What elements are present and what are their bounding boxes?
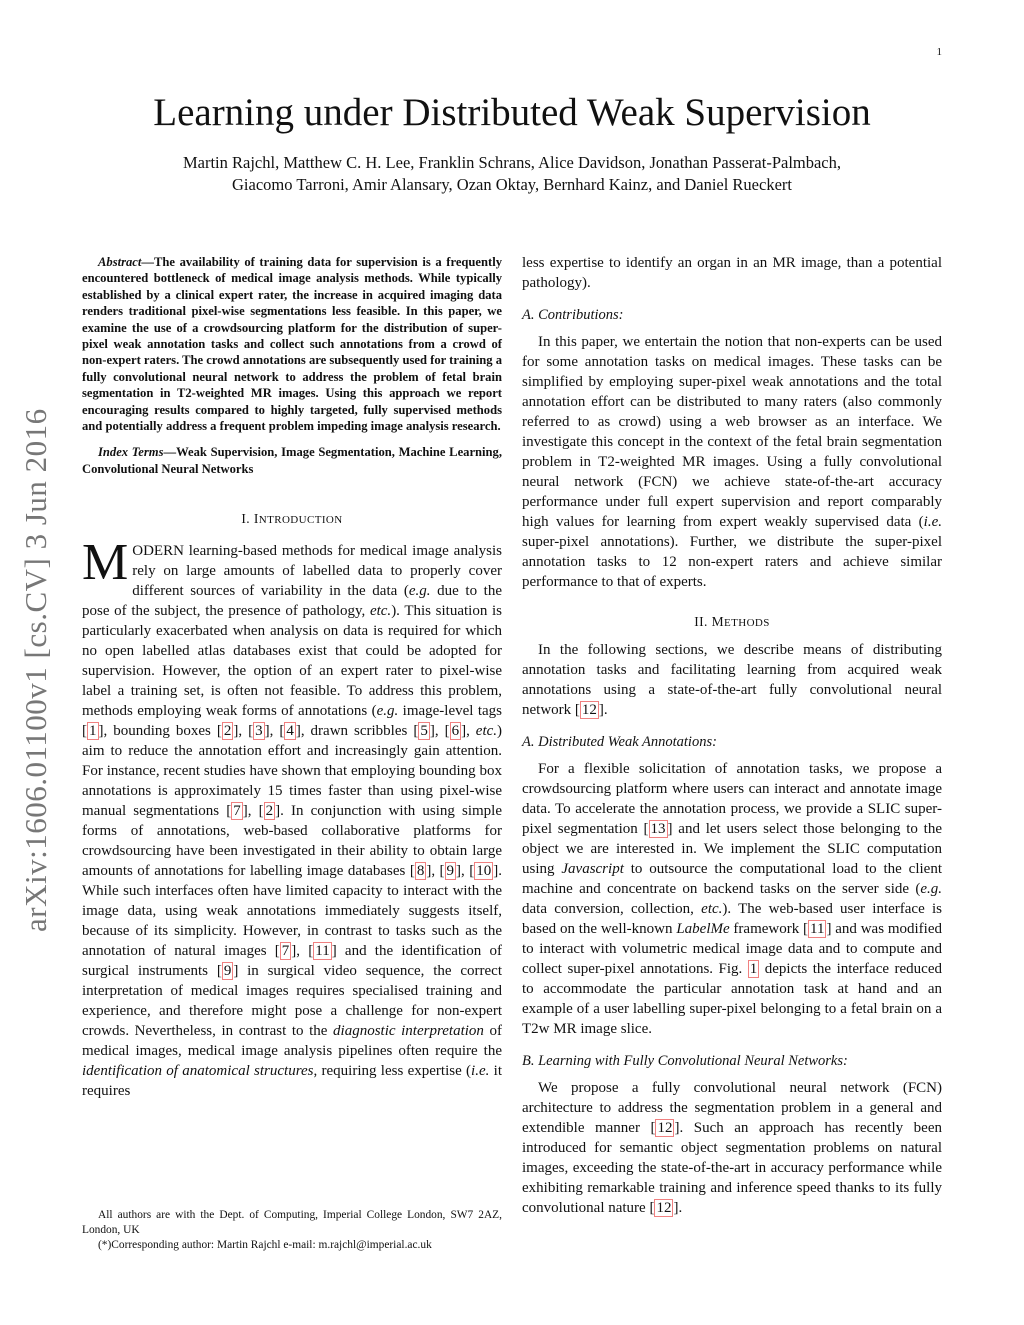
drop-cap: M <box>82 534 129 592</box>
intro-continuation: less expertise to identify an organ in an MR image, than a potential pathology). <box>522 255 942 291</box>
introduction-paragraph: MODERN learning-based methods for medical image analysis rely on large amounts of labelled data to properly cover different sources of variability in the data (e.g. due to the pose of the subject, the presence of pathology, etc.). This situation is particularly exacerbated when analysis on data is required for which no open labelled atlas databases exist that could be adopted for supervision. However, the option of an expert rater to pixel-wise label a training set, is often not feasible. To address this problem, methods employing weak forms of annotations (e.g. image-level tags [ 1 ], bounding boxes [ 2 ], [ 3 ], [ 4 ], drawn scribbles [ 5 ], [ 6 ], etc.) aim to reduce the annotation effort and increasingly gain attention. For instance, recent studies have shown that employing bounding box annotations is approximately 15 times faster than using pixel-wise manual segmentations [ 7 ], [ 2 ]. In conjunction with using simple forms of annotations, web-based collaborative platforms for crowdsourcing have been investigated in their ability to obtain large amounts of annotations for labelling image databases [ 8 ], [ 9 ], [ 10 ]. While such interfaces often have limited capacity to interact with the image data, using weak annotations immediately suggests itself, because of its simplicity. However, in contrast to tasks such as the annotation of natural images [ 7 ], [ 11 ] and the identification of surgical instruments [ 9 ] in surgical video sequence, the correct interpretation of medical images requires specialised training and experience, and therefore might pose a challenge for non-expert crowds. Nevertheless, in contrast to the diagnostic interpretation of medical images, medical image analysis pipelines often require the identification of anatomical structures, requiring less expertise (i.e. it requires <box>82 534 503 1100</box>
citation-link[interactable]: 1 <box>89 723 97 740</box>
author-line-2: Giacomo Tarroni, Amir Alansary, Ozan Oktay, Bernhard Kainz, and Daniel Rueckert <box>232 175 792 194</box>
citation-link[interactable]: 7 <box>281 943 290 960</box>
subsection-heading-fcn: B. Learning with Fully Convolutional Neural Networks: <box>522 1053 848 1069</box>
citation-link[interactable]: 5 <box>420 723 428 740</box>
citation-link[interactable]: 11 <box>810 921 825 937</box>
paper-title: Learning under Distributed Weak Supervision <box>153 91 871 134</box>
arxiv-identifier: arXiv:1606.01100v1 [cs.CV] 3 Jun 2016 <box>18 408 53 932</box>
citation-link[interactable]: 8 <box>416 863 425 880</box>
abstract-label: Abstract <box>98 255 142 269</box>
citation-link[interactable]: 9 <box>223 963 232 980</box>
abstract-text: —The availability of training data for supervision is a frequently encountered bottleneck of medical image analysis methods. While typically established by a clinical expert rater, the increase in acquired imaging data renders traditional pixel-wise segmentations less feasible. In this paper, we examine the use of a crowdsourcing platform for the distribution of super-pixel weak annotation tasks and collect such annotations from a crowd of non-expert raters. The crowd annotations are subsequently used for training a fully convolutional neural network to address the problem of fetal brain segmentation in T2-weighted MR images. Using this approach we report encouraging results compared to highly targeted, fully supervised methods and potentially address a frequent problem impeding image analysis research. <box>82 255 502 434</box>
footnote-affiliation: All authors are with the Dept. of Computing, Imperial College London, SW7 2AZ, London, UK <box>82 1209 502 1236</box>
author-line-1: Martin Rajchl, Matthew C. H. Lee, Franklin Schrans, Alice Davidson, Jonathan Passerat-Palmbach, <box>182 153 842 172</box>
fcn-paragraph: We propose a fully convolutional neural network (FCN) architecture to address the segmentation problem in a general and extendible manner [ 12 ]. Such an approach has recently been introduced for semantic object segmentation problems on natural images, exceeding the state-of-the-art in accuracy performance while exhibiting remarkable training and inference speed thanks to its fully convolutional nature [ 12 ]. <box>522 1080 942 1216</box>
index-terms-label: Index Terms <box>98 445 164 460</box>
citation-link[interactable]: 2 <box>265 803 274 820</box>
methods-paragraph: In the following sections, we describe means of distributing annotation tasks and facilitating learning from acquired weak annotations using a state-of-the-art fully convolutional neural network [ 12 ]. <box>522 642 942 718</box>
citation-link[interactable]: 4 <box>286 723 294 740</box>
citation-link[interactable]: 12 <box>581 702 597 718</box>
right-column <box>522 253 942 1218</box>
footnote <box>82 1208 502 1253</box>
citation-link[interactable]: 2 <box>223 723 232 740</box>
section-heading-introduction: I. INTRODUCTION <box>241 511 343 527</box>
citation-link[interactable]: 6 <box>451 723 460 740</box>
citation-link[interactable]: 11 <box>315 943 330 960</box>
citation-link[interactable]: 12 <box>656 1200 672 1216</box>
footnote-correspondence: (*)Corresponding author: Martin Rajchl e-mail: m.rajchl@imperial.ac.uk <box>98 1239 432 1251</box>
citation-link[interactable]: 13 <box>650 821 666 837</box>
author-list <box>110 152 914 196</box>
page-number: 1 <box>936 46 942 58</box>
subsection-heading-contributions: A. Contributions: <box>522 307 624 323</box>
citation-link[interactable]: 7 <box>233 803 241 820</box>
citation-link[interactable]: 3 <box>255 723 263 740</box>
contributions-paragraph: In this paper, we entertain the notion that non-experts can be used for some annotation tasks on medical images. These tasks can be simplified by employing super-pixel weak annotations and the total annotation effort can be distributed to many raters (also commonly referred to as crowd) using a web browser as an interface. We investigate this concept in the context of the fetal brain segmentation problem in T2-weighted MR images. Using a fully convolutional neural network (FCN) we achieve state-of-the-art accuracy performance under full expert supervision and report comparably high values for learning from expert weakly supervised data (i.e. super-pixel annotations). Further, we distribute the super-pixel annotation tasks to 12 non-expert raters and achieve similar performance to that of experts. <box>522 334 942 590</box>
distributed-weak-annotations-paragraph: For a flexible solicitation of annotation tasks, we propose a crowdsourcing platform where users can interact and annotate image data. To accelerate the annotation process, we provide a SLIC super-pixel segmentation [ 13 ] and let users select those belonging to the object we are interested in. We implement the SLIC computation using Javascript to outsource the computational load to the client machine and concentrate on backend tasks on the server side (e.g. data conversion, collection, etc.). The web-based user interface is based on the well-known LabelMe framework [ 11 ] and was modified to interact with volumetric medical image data and to compute and collect super-pixel annotations. Fig. 1 depicts the interface reduced to accommodate the particular annotation task at hand and an example of a user labelling super-pixel belonging to a fetal brain on a T2w MR image slice. <box>522 761 943 1037</box>
citation-link[interactable]: 10 <box>476 863 492 880</box>
citation-link[interactable]: 9 <box>446 863 455 880</box>
index-terms-text: —Weak Supervision, Image Segmentation, Machine Learning, Convolutional Neural Networks <box>82 445 502 476</box>
citation-link[interactable]: 12 <box>657 1120 673 1136</box>
abstract <box>82 254 502 434</box>
subsection-heading-distributed-weak-annotations: A. Distributed Weak Annotations: <box>522 734 717 750</box>
left-column <box>82 254 502 1101</box>
section-heading-methods: II. METHODS <box>694 614 770 629</box>
index-terms <box>82 444 502 477</box>
figure-link[interactable]: 1 <box>749 961 758 977</box>
